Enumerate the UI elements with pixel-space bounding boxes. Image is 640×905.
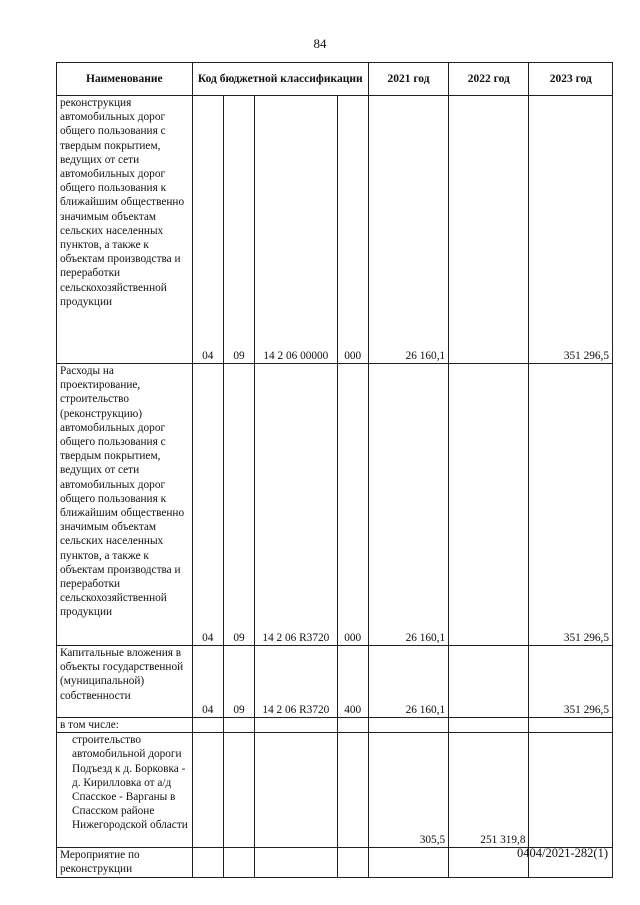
code-section: 04 xyxy=(192,646,223,718)
table-row xyxy=(57,364,613,646)
page-number: 84 xyxy=(313,36,327,51)
code-subsection: 09 xyxy=(223,646,254,718)
code-expense-type xyxy=(337,848,368,878)
row-name xyxy=(57,733,193,848)
value-2022 xyxy=(449,646,529,718)
value-2021: 305,5 xyxy=(368,733,448,848)
code-section xyxy=(192,718,223,733)
header-name: Наименование xyxy=(57,63,193,96)
code-subsection: 09 xyxy=(223,364,254,646)
code-target-article xyxy=(255,718,337,733)
value-2023: 351 296,5 xyxy=(529,364,613,646)
value-2021: 26 160,1 xyxy=(368,96,448,364)
row-name: реконструкция автомобильных дорог общего пользования с твердым покрытием, ведущих от сети автомобильных дорог общего пользования к ближайшим общественно значимым объектам сельских населенных пунктов, а также к объектам производства и переработки сельскохозяйственной продукции xyxy=(57,96,193,364)
value-2023: 351 296,5 xyxy=(529,96,613,364)
row-name-text: строительство автомобильной дороги Подъезд к д. Борковка - д. Кирилловка от а/д Спасское - Варганы в Спасском районе Нижегородской области xyxy=(72,734,188,832)
row-name: в том числе: xyxy=(57,718,193,733)
value-2023 xyxy=(529,733,613,848)
table-row xyxy=(57,718,613,733)
code-section xyxy=(192,733,223,848)
value-2022 xyxy=(449,718,529,733)
table-row xyxy=(57,96,613,364)
value-2021 xyxy=(368,718,448,733)
code-expense-type: 000 xyxy=(337,96,368,364)
code-subsection: 09 xyxy=(223,96,254,364)
header-budget-code: Код бюджетной классификации xyxy=(192,63,368,96)
code-expense-type xyxy=(337,718,368,733)
header-2022: 2022 год xyxy=(449,63,529,96)
code-target-article: 14 2 06 00000 xyxy=(255,96,337,364)
value-2022 xyxy=(449,364,529,646)
code-subsection xyxy=(223,718,254,733)
code-expense-type: 400 xyxy=(337,646,368,718)
row-name: Мероприятие по реконструкции xyxy=(57,848,193,878)
row-name: Капитальные вложения в объекты государственной (муниципальной) собственности xyxy=(57,646,193,718)
value-2023: 351 296,5 xyxy=(529,646,613,718)
table-header-row xyxy=(57,63,613,96)
table-row xyxy=(57,733,613,848)
header-2023: 2023 год xyxy=(529,63,613,96)
value-2023 xyxy=(529,718,613,733)
document-code: 0404/2021-282(1) xyxy=(517,846,608,860)
header-2021: 2021 год xyxy=(368,63,448,96)
table-row xyxy=(57,646,613,718)
value-2021: 26 160,1 xyxy=(368,364,448,646)
code-subsection xyxy=(223,848,254,878)
code-target-article xyxy=(255,733,337,848)
budget-table xyxy=(56,62,613,878)
value-2022: 251 319,8 xyxy=(449,733,529,848)
value-2021 xyxy=(368,848,448,878)
code-section: 04 xyxy=(192,364,223,646)
code-expense-type xyxy=(337,733,368,848)
code-target-article: 14 2 06 R3720 xyxy=(255,646,337,718)
code-target-article xyxy=(255,848,337,878)
value-2021: 26 160,1 xyxy=(368,646,448,718)
row-name: Расходы на проектирование, строительство (реконструкцию) автомобильных дорог общего пользования с твердым покрытием, ведущих от сети автомобильных дорог общего пользования к ближайшим общественно значимым объектам сельских населенных пунктов, а также к объектам производства и переработки сельскохозяйственной продукции xyxy=(57,364,193,646)
code-subsection xyxy=(223,733,254,848)
value-2022 xyxy=(449,96,529,364)
code-section: 04 xyxy=(192,96,223,364)
code-expense-type: 000 xyxy=(337,364,368,646)
code-section xyxy=(192,848,223,878)
code-target-article: 14 2 06 R3720 xyxy=(255,364,337,646)
